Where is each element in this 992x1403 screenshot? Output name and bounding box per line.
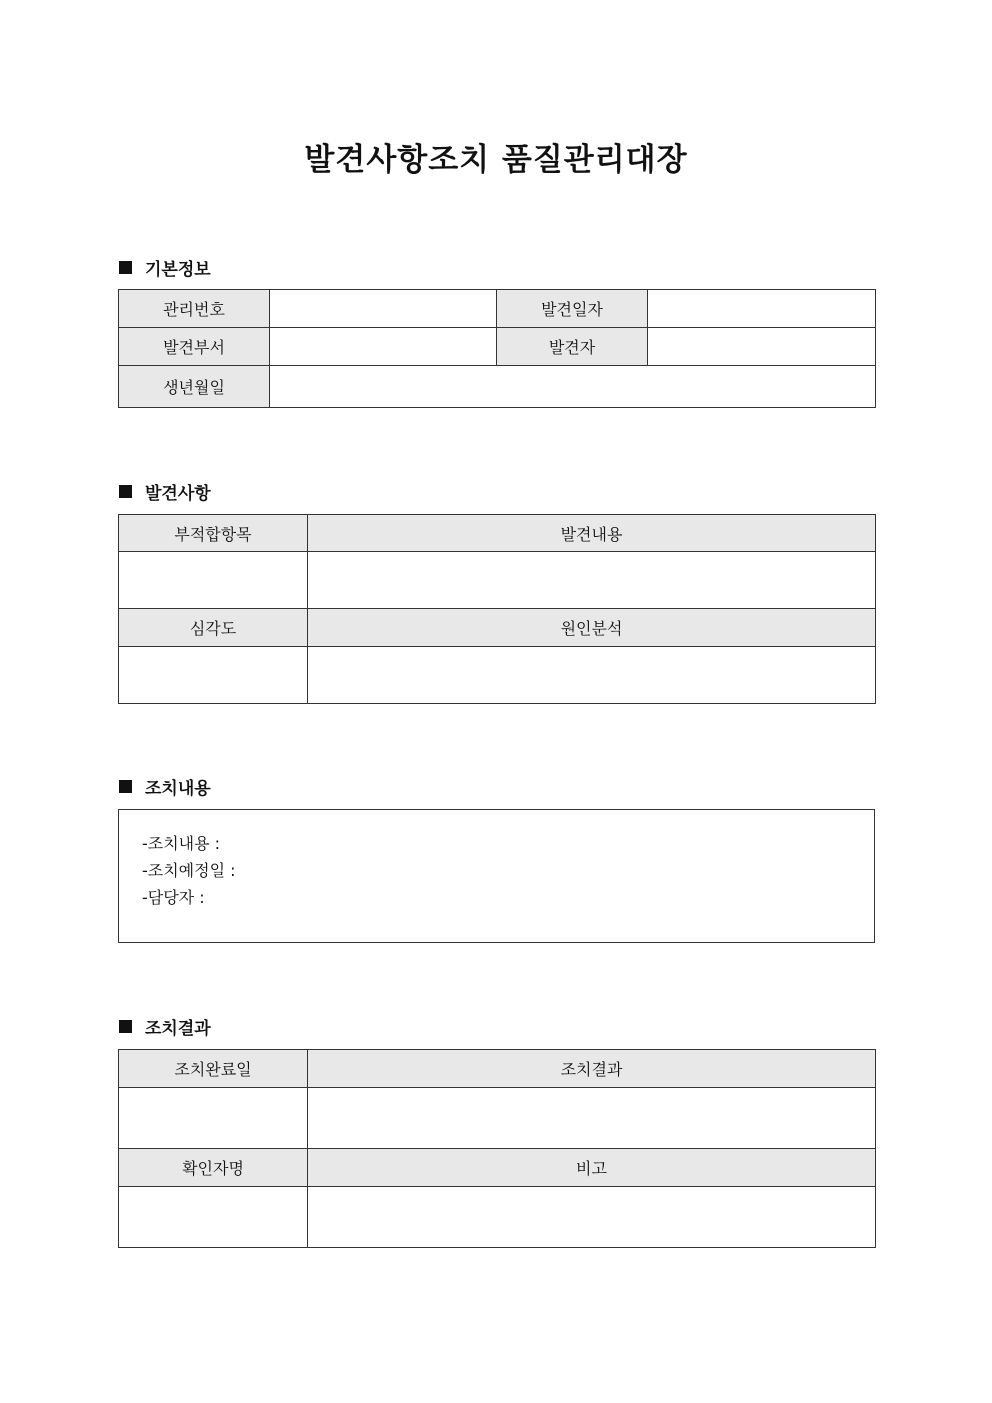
- confirmer-field[interactable]: [119, 1187, 308, 1248]
- result-table: [118, 1049, 876, 1248]
- label-found-date: 발견일자: [497, 290, 648, 328]
- basic-info-table: [118, 289, 876, 408]
- label-result: 조치결과: [308, 1050, 876, 1088]
- label-content: 발견내용: [308, 515, 876, 552]
- section-heading-basic: [119, 255, 211, 280]
- section-heading-action: [119, 774, 211, 799]
- found-date-field[interactable]: [648, 290, 876, 328]
- label-finder: 발견자: [497, 328, 648, 366]
- action-line: -조치예정일 :: [142, 861, 236, 880]
- label-nonconform: 부적합항목: [119, 515, 308, 552]
- square-bullet-icon: [119, 780, 132, 793]
- label-found-dept: 발견부서: [119, 328, 270, 366]
- finder-field[interactable]: [648, 328, 876, 366]
- section-heading-label: 기본정보: [145, 260, 211, 280]
- nonconform-field[interactable]: [119, 552, 308, 609]
- label-severity: 심각도: [119, 609, 308, 647]
- label-cause: 원인분석: [308, 609, 876, 647]
- mgmt-no-field[interactable]: [270, 290, 497, 328]
- square-bullet-icon: [119, 261, 132, 274]
- label-note: 비고: [308, 1149, 876, 1187]
- cause-field[interactable]: [308, 647, 876, 704]
- label-mgmt-no: 관리번호: [119, 290, 270, 328]
- section-heading-findings: [119, 479, 211, 504]
- note-field[interactable]: [308, 1187, 876, 1248]
- findings-table: [118, 514, 876, 704]
- result-field[interactable]: [308, 1088, 876, 1149]
- action-memo-box[interactable]: [118, 809, 875, 943]
- section-heading-label: 조치결과: [145, 1019, 211, 1039]
- found-dept-field[interactable]: [270, 328, 497, 366]
- birth-field[interactable]: [270, 366, 876, 408]
- label-confirmer: 확인자명: [119, 1149, 308, 1187]
- section-heading-label: 발견사항: [145, 484, 211, 504]
- section-heading-result: [119, 1014, 211, 1039]
- content-field[interactable]: [308, 552, 876, 609]
- square-bullet-icon: [119, 1020, 132, 1033]
- page-title: 발견사항조치 품질관리대장: [304, 142, 688, 178]
- label-birth: 생년월일: [119, 366, 270, 408]
- severity-field[interactable]: [119, 647, 308, 704]
- label-done-date: 조치완료일: [119, 1050, 308, 1088]
- action-line: -담당자 :: [142, 888, 205, 907]
- done-date-field[interactable]: [119, 1088, 308, 1149]
- square-bullet-icon: [119, 485, 132, 498]
- section-heading-label: 조치내용: [145, 779, 211, 799]
- action-line: -조치내용 :: [142, 834, 221, 853]
